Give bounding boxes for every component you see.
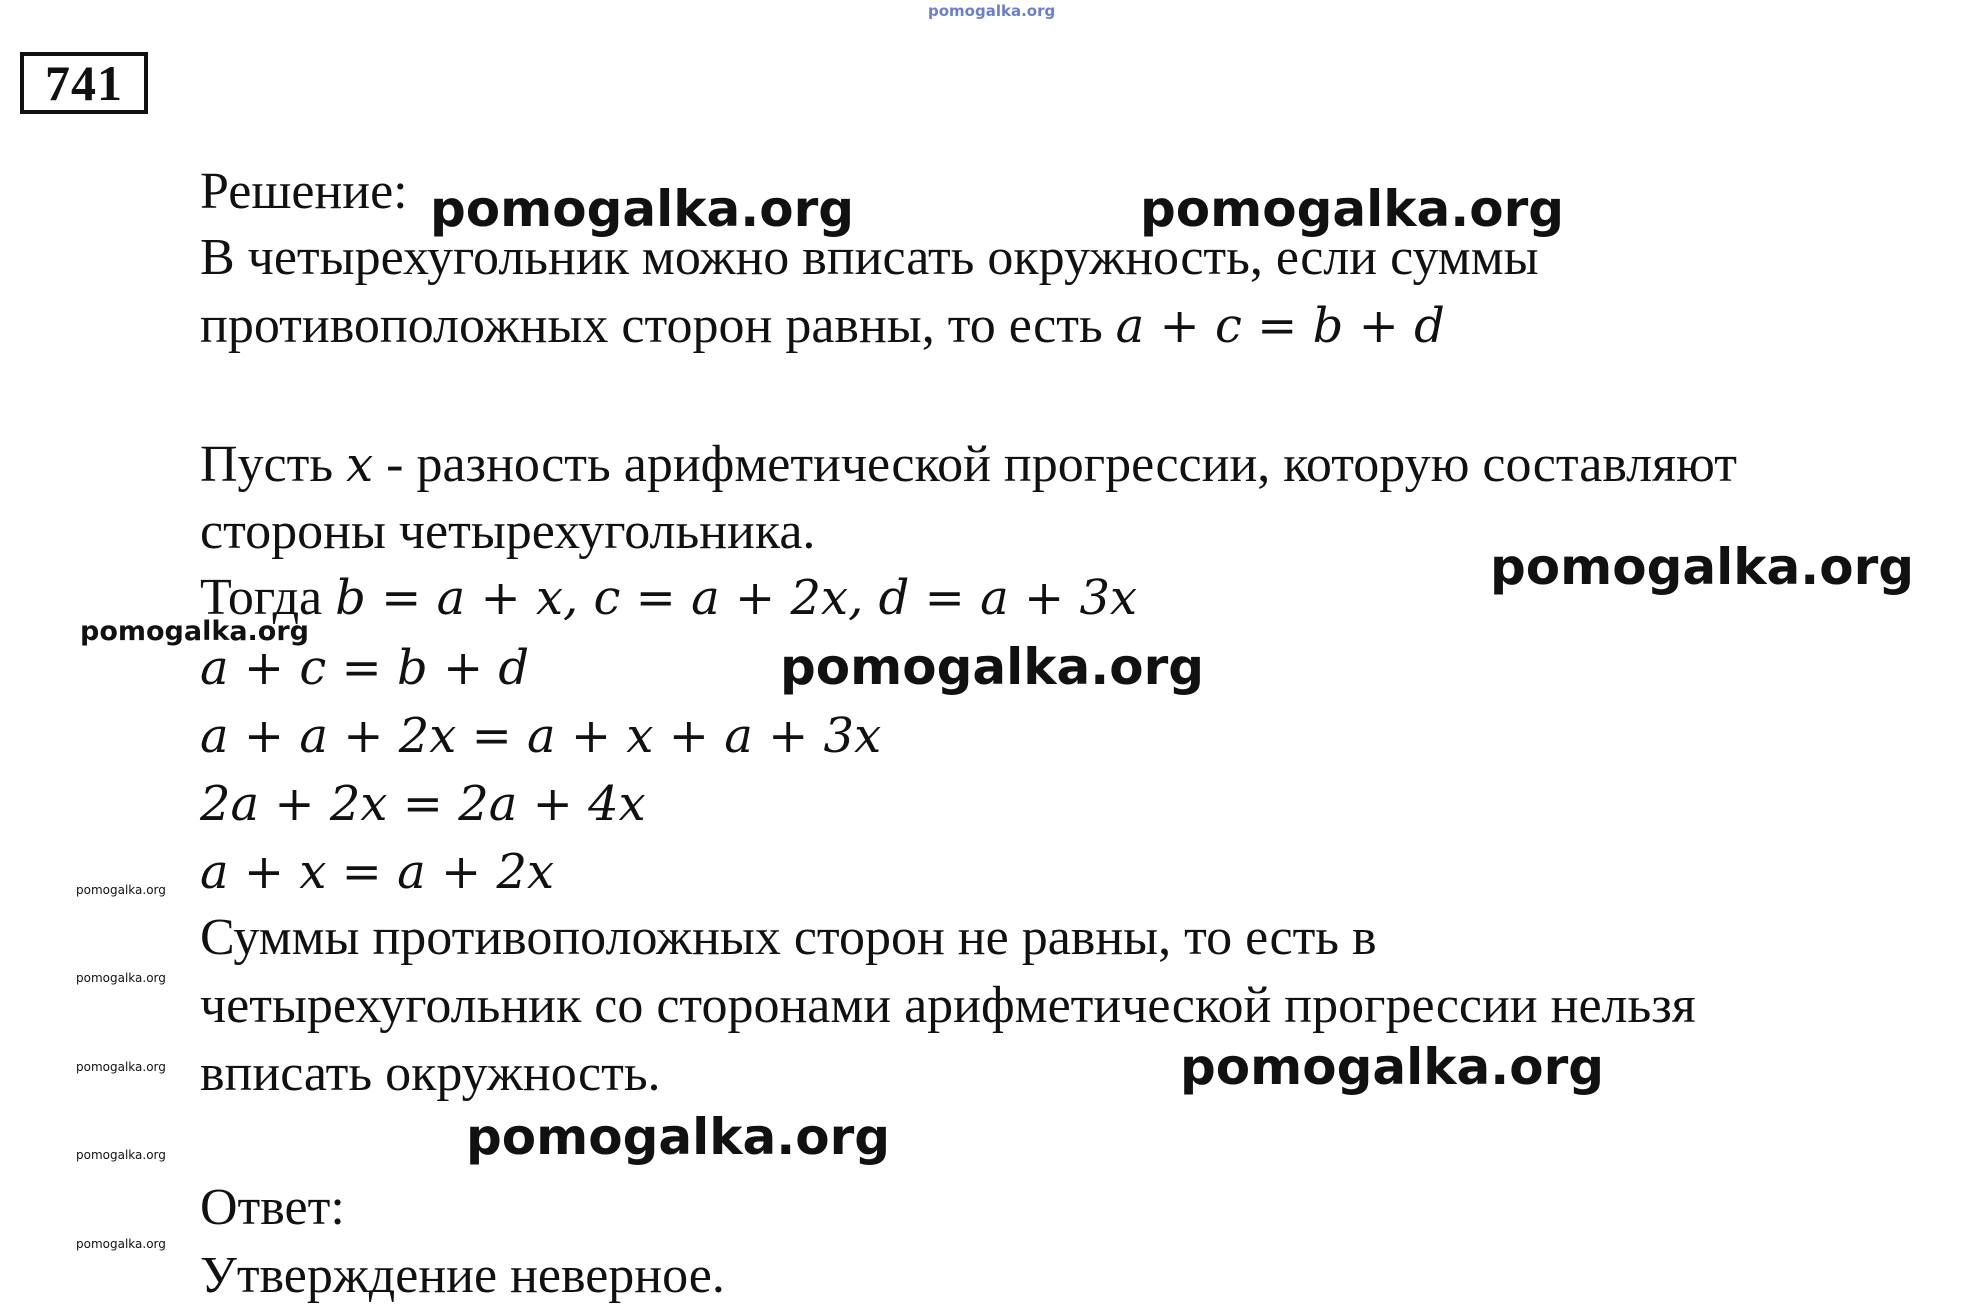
watermark-top: pomogalka.org <box>928 2 1056 20</box>
equation-2: a + a + 2x = a + x + a + 3x <box>200 708 882 764</box>
watermark-small-1: pomogalka.org <box>76 883 166 897</box>
answer-text: Утверждение неверное. <box>200 1247 725 1304</box>
watermark-small-3: pomogalka.org <box>76 1060 166 1074</box>
watermark-1: pomogalka.org <box>430 180 855 238</box>
watermark-4: pomogalka.org <box>780 638 1205 696</box>
text-line-4 <box>200 435 1737 495</box>
watermark-7: pomogalka.org <box>80 616 309 647</box>
watermark-3: pomogalka.org <box>1490 538 1915 596</box>
text-line-2: В четырехугольник можно вписать окружность, если суммы <box>200 229 1539 286</box>
text-line-12: четырехугольник со сторонами арифметической прогрессии нельзя <box>200 977 1696 1034</box>
solution-heading: Решение: <box>200 163 408 220</box>
text-line-6-text: Тогда <box>200 569 336 626</box>
text-line-4-b: - разность арифметической прогрессии, которую составляют <box>373 436 1737 493</box>
watermark-small-4: pomogalka.org <box>76 1148 166 1162</box>
text-line-6 <box>200 568 1137 628</box>
text-line-13: вписать окружность. <box>200 1045 661 1102</box>
text-line-4-a: Пусть <box>200 436 347 493</box>
watermark-small-2: pomogalka.org <box>76 971 166 985</box>
watermark-6: pomogalka.org <box>466 1108 891 1166</box>
variable-x: x <box>346 437 374 493</box>
text-line-3-text: противоположных сторон равны, то есть <box>200 297 1116 354</box>
text-line-3 <box>200 296 1445 356</box>
watermark-2: pomogalka.org <box>1140 180 1565 238</box>
watermark-small-5: pomogalka.org <box>76 1237 166 1251</box>
watermark-5: pomogalka.org <box>1180 1038 1605 1096</box>
equation-4: a + x = a + 2x <box>200 844 555 900</box>
text-line-5: стороны четырехугольника. <box>200 503 816 560</box>
task-number-box: 741 <box>20 52 148 114</box>
text-line-11: Суммы противоположных сторон не равны, то есть в <box>200 909 1377 966</box>
formula-sides: b = a + x, c = a + 2x, d = a + 3x <box>335 570 1138 626</box>
answer-heading: Ответ: <box>200 1179 345 1236</box>
equation-3: 2a + 2x = 2a + 4x <box>200 776 646 832</box>
equation-1: a + c = b + d <box>200 640 530 696</box>
formula-sum-condition: a + c = b + d <box>1115 298 1445 354</box>
